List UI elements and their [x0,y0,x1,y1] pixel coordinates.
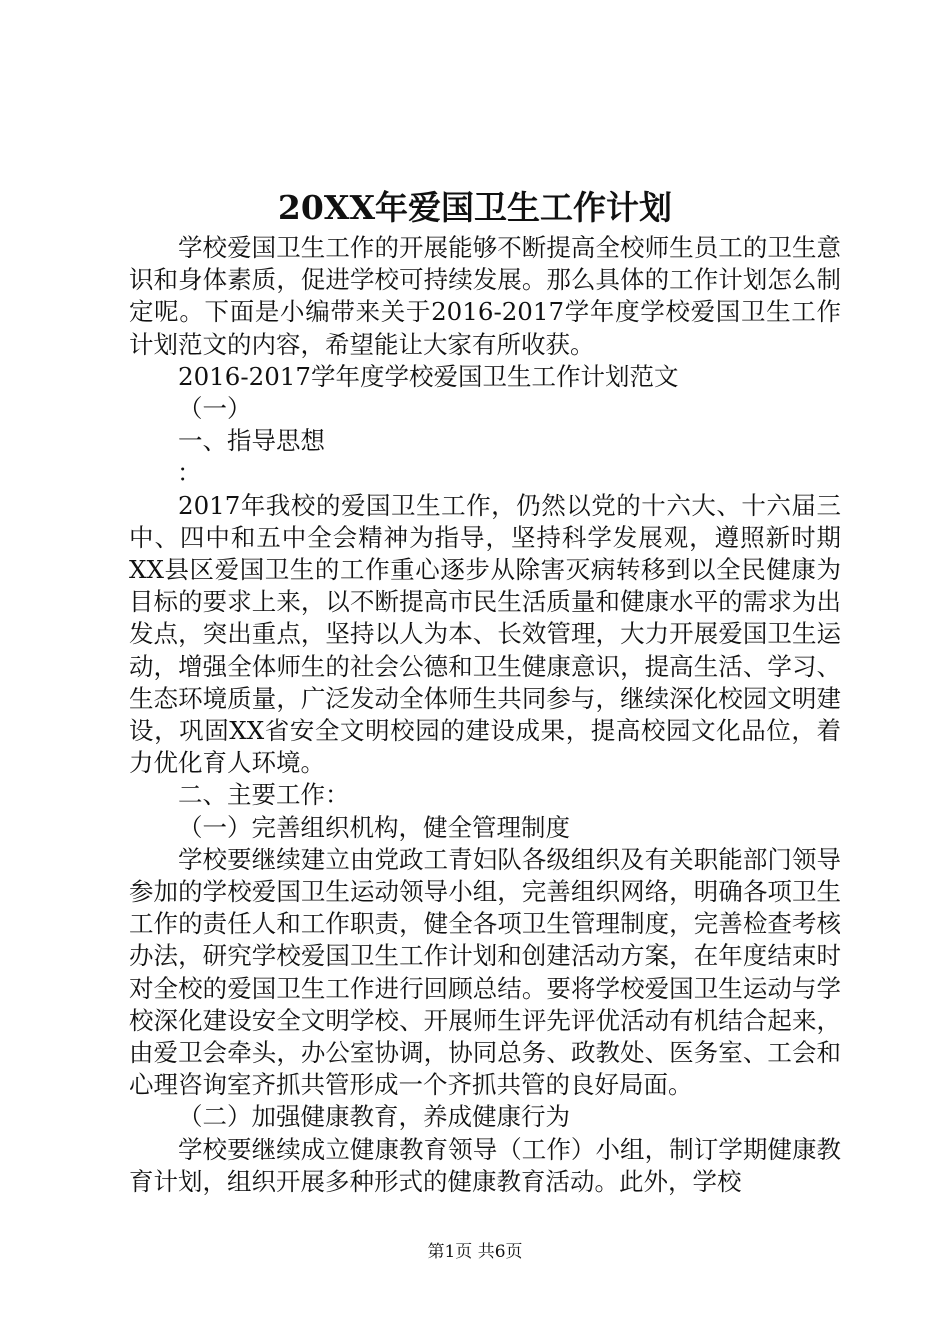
document-body [129,232,841,1198]
guiding-ideology-paragraph: 2017年我校的爱国卫生工作，仍然以党的十六大、十六届三中、四中和五中全会精神为指导，坚持科学发展观，遵照新时期XX县区爱国卫生的工作重心逐步从除害灭病转移到以全民健康为目标的要求上来，以不断提高市民生活质量和健康水平的需求为出发点，突出重点，坚持以人为本、长效管理，大力开展爱国卫生运动，增强全体师生的社会公德和卫生健康意识，提高生活、学习、生态环境质量，广泛发动全体师生共同参与，继续深化校园文明建设，巩固XX省安全文明校园的建设成果，提高校园文化品位，着力优化育人环境。 [129,490,841,778]
subheading-organization: （一）完善组织机构，健全管理制度 [178,812,570,842]
organization-paragraph: 学校要继续建立由党政工青妇队各级组织及有关职能部门领导参加的学校爱国卫生运动领导小组，完善组织网络，明确各项卫生工作的责任人和工作职责，健全各项卫生管理制度，完善检查考核办法，研究学校爱国卫生工作计划和创建活动方案，在年度结束时对全校的爱国卫生工作进行回顾总结。要将学校爱国卫生运动与学校深化建设安全文明学校、开展师生评先评优活动有机结合起来，由爱卫会牵头，办公室协调，协同总务、政教处、医务室、工会和心理咨询室齐抓共管形成一个齐抓共管的良好局面。 [129,844,841,1100]
page-footer: 第1页 共6页 [427,1242,523,1262]
subheading-health-education: （二）加强健康教育，养成健康行为 [178,1102,570,1132]
colon-line: ： [177,458,202,488]
heading-main-work: 二、主要工作： [178,780,350,810]
section-number: （一） [178,394,252,424]
health-education-paragraph: 学校要继续成立健康教育领导（工作）小组，制订学期健康教育计划，组织开展多种形式的健康教育活动。此外，学校 [129,1134,841,1196]
subtitle-paragraph: 2016-2017学年度学校爱国卫生工作计划范文 [178,361,679,391]
intro-paragraph: 学校爱国卫生工作的开展能够不断提高全校师生员工的卫生意识和身体素质，促进学校可持续发展。那么具体的工作计划怎么制定呢。下面是小编带来关于2016-2017学年度学校爱国卫生工作计划范文的内容，希望能让大家有所收获。 [129,233,841,359]
heading-guiding-ideology: 一、指导思想 [178,426,325,456]
document-title: 20XX年爱国卫生工作计划 [277,188,673,227]
